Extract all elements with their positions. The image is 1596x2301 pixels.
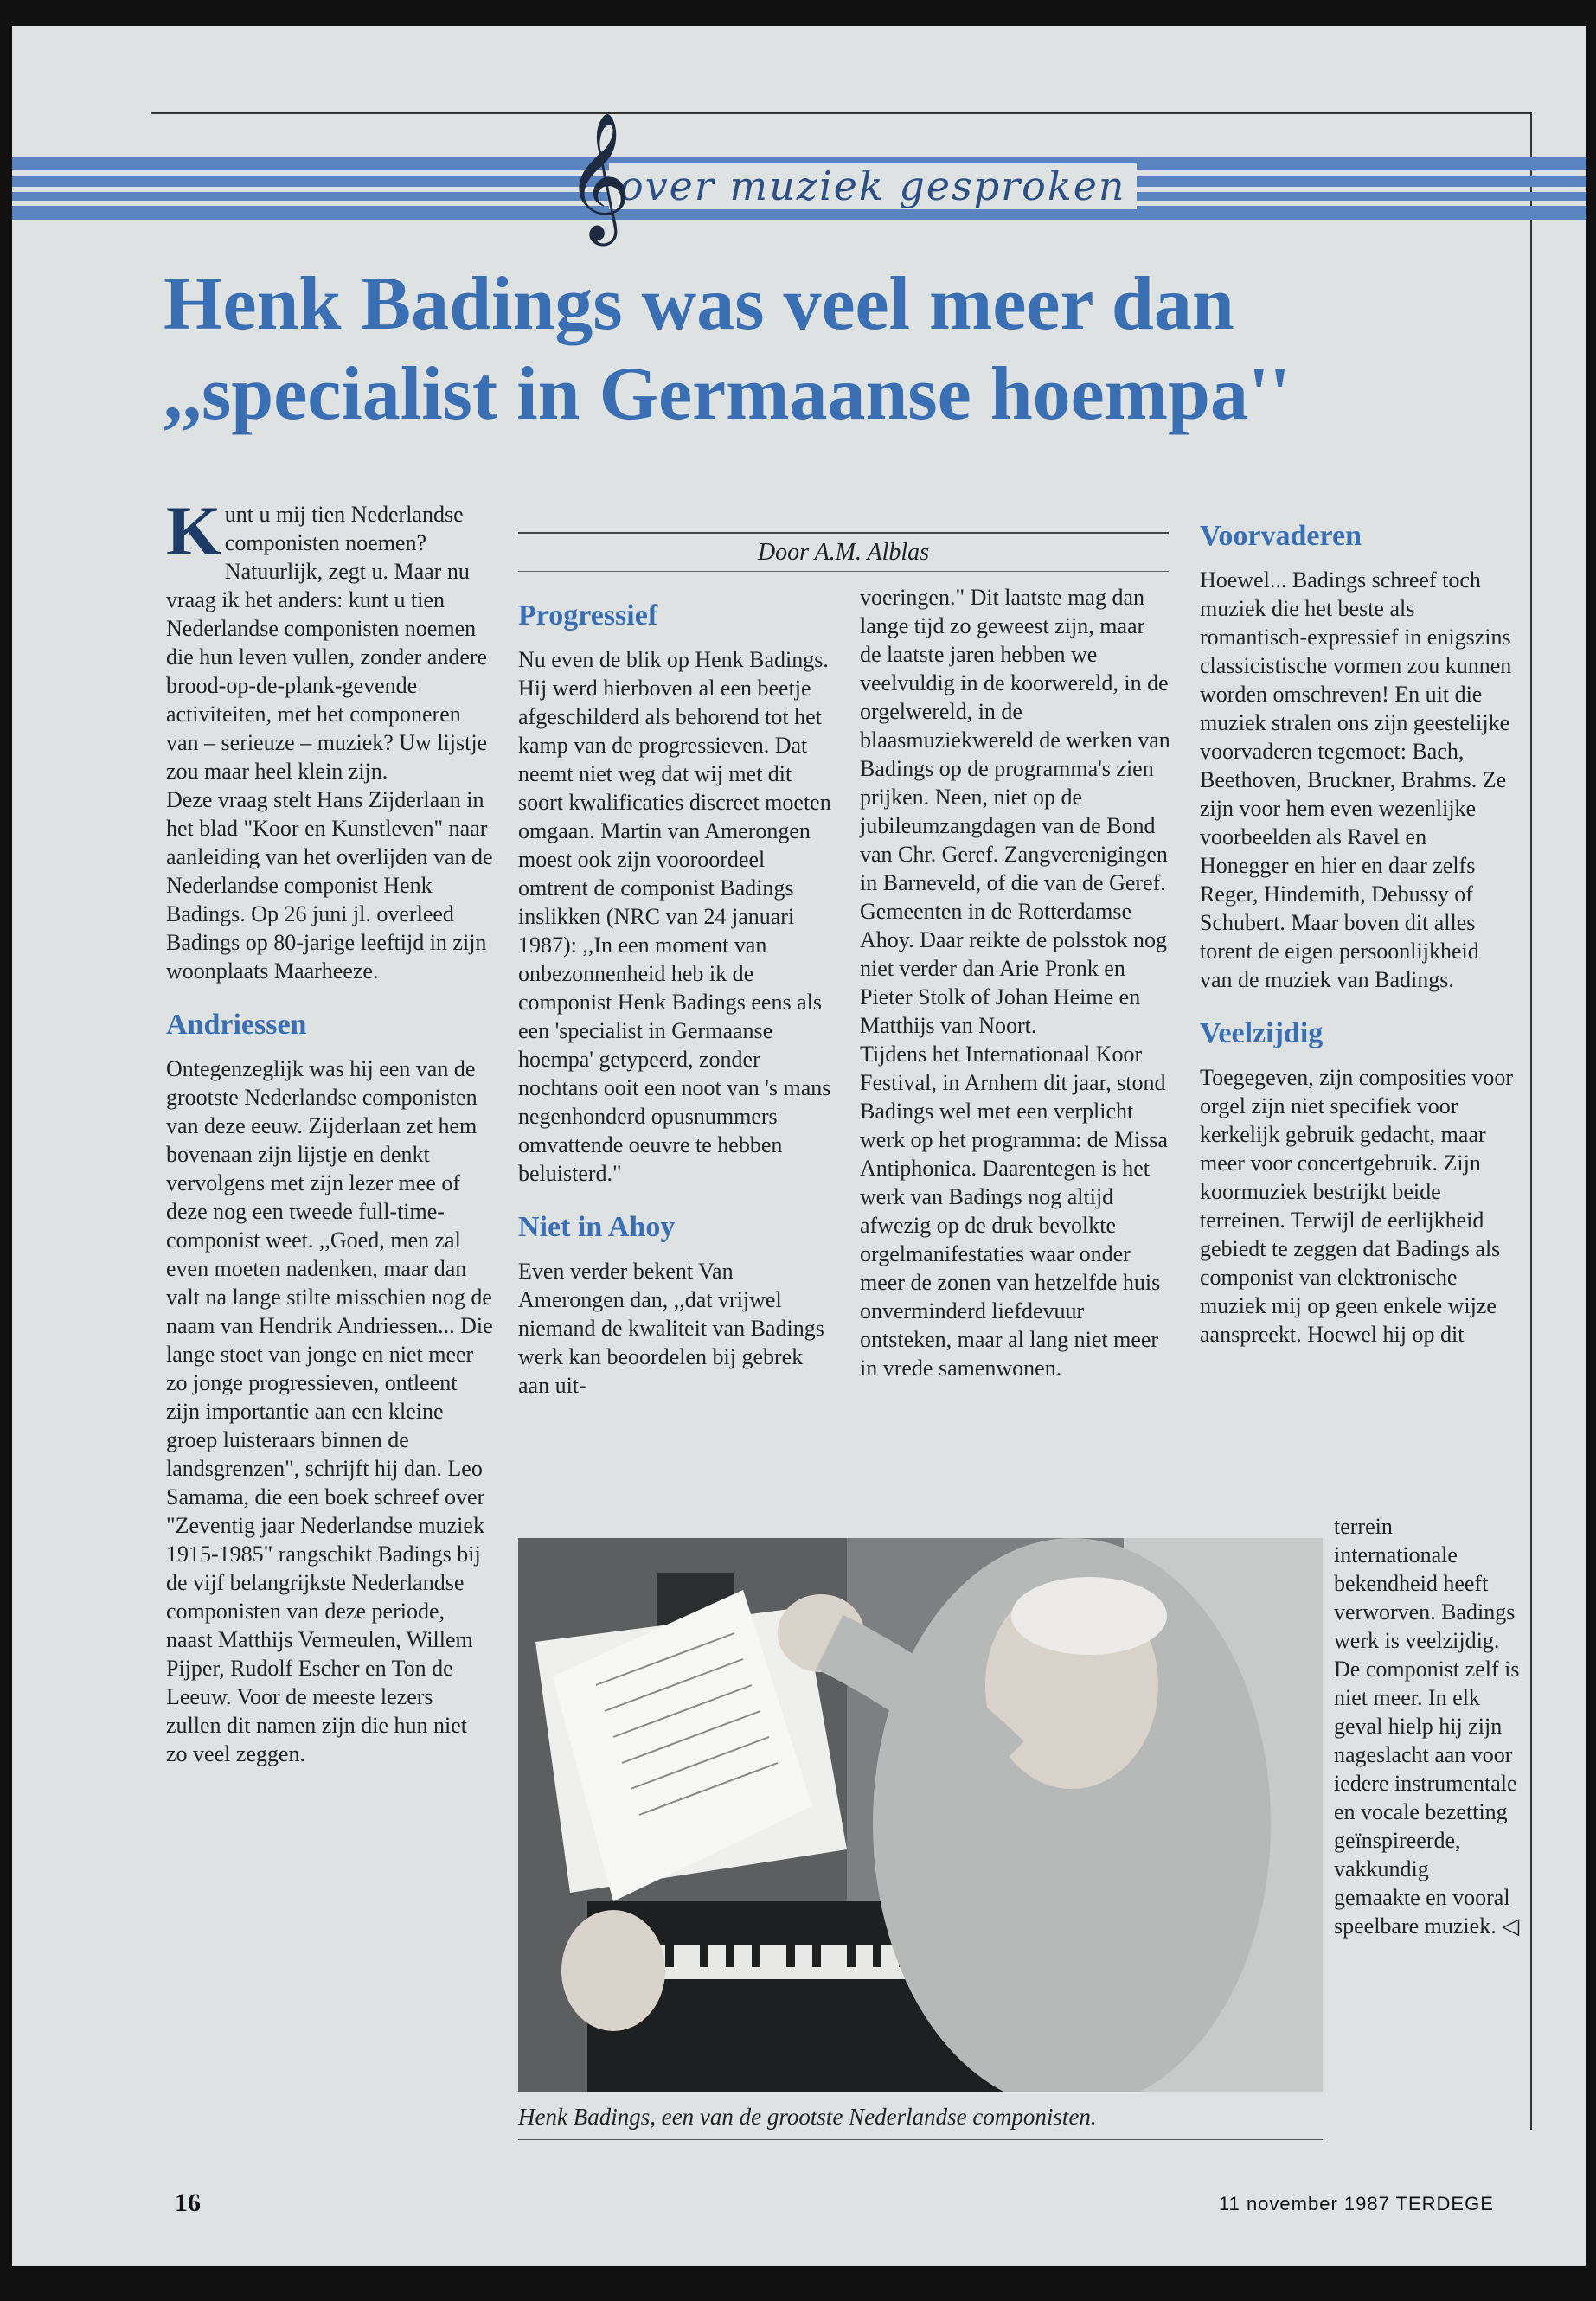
headline-line-1: Henk Badings was veel meer dan <box>163 262 1234 346</box>
byline-rule <box>518 571 1169 572</box>
issue-dateline: 11 november 1987 TERDEGE <box>1219 2193 1494 2214</box>
column-3 <box>860 583 1171 1382</box>
photo-caption: Henk Badings, een van de grootste Nederlandse componisten. <box>518 2104 1323 2140</box>
intro-text-1: unt u mij tien Nederlandse componisten noemen? Natuurlijk, zegt u. Maar nu vraag ik het anders: kunt u tien Nederlandse componisten noemen die hun leven vullen, zonder andere brood-op-de-plank-gevende activiteiten, met het componeren van – serieuze – muziek? Uw lijstje zou maar heel klein zijn. <box>166 502 488 784</box>
intro-text-2: Deze vraag stelt Hans Zijderlaan in het blad "Koor en Kunstleven" naar aanleiding van het overlijden van de Nederlandse componist Henk Badings. Op 26 juni jl. overleed Badings op 80-jarige leeftijd in zijn woonplaats Maarheeze. <box>166 787 493 984</box>
progressief-text: Nu even de blik op Henk Badings. Hij werd hierboven al een beetje afgeschilderd als behorend tot het kamp van de progressieven. Dat neemt niet weg dat wij met dit soort kwalificaties discreet moeten omgaan. Martin van Amerongen moest ook zijn vooroordeel omtrent de componist Badings inslikken (NRC van 24 januari 1987): ,,In een moment van onbezonnenheid heb ik de componist Henk Badings eens als een 'specialist in Germaanse hoempa' getypeerd, zonder nochtans ooit een noot van 's mans negenhonderd opusnummers omvattende oeuvre te hebben beluisterd." <box>518 647 831 1186</box>
treble-clef-icon: 𝄞 <box>566 112 631 240</box>
section-banner <box>12 112 1586 240</box>
col3-text-1: voeringen." Dit laatste mag dan lange tijd zo geweest zijn, maar de laatste jaren hebben we veelvuldig in de koorwereld, in de orgelwereld, in de blaasmuziekwereld de werken van Badings op de programma's zien prijken. Neen, niet op de jubileumzangdagen van de Bond van Chr. Geref. Zangverenigingen in Barneveld, of die van de Geref. Gemeenten in de Rotterdamse Ahoy. Daar reikte de polsstok nog niet verder dan Arie Pronk en Pieter Stolk of Johan Heime en Matthijs van Noort. <box>860 585 1170 1038</box>
section-kicker: over muziek gesproken <box>609 163 1137 209</box>
magazine-page <box>12 26 1586 2266</box>
col3-text-2: Tijdens het Internationaal Koor Festival, in Arnhem dit jaar, stond Badings wel met een verplicht werk op het programma: de Missa Antiphonica. Daarentegen is het werk van Badings nog altijd afwezig op de druk bevolkte orgelmanifestaties waar onder meer de zonen van hetzelfde huis onverminderd liefdevuur ontsteken, maar al lang niet meer in vrede samenwonen. <box>860 1042 1168 1381</box>
portrait-photo <box>518 1538 1323 2092</box>
andriessen-text: Ontegenzeglijk was hij een van de grootste Nederlandse componisten van deze eeuw. Zijderlaan zet hem bovenaan zijn lijstje en denkt vervolgens met zijn lezer mee of deze nog een tweede full-time-componist weet. ,,Goed, men zal even moeten nadenken, maar dan valt na lange stilte misschien nog de naam van Hendrik Andriessen... Die lange stoet van jonge en niet meer zo jonge progressieven, ontleent zijn importantie aan een kleine groep luisteraars binnen de landsgrenzen", schrijft hij dan. Leo Samama, die een boek schreef over "Zeventig jaar Nederlandse muziek 1915-1985" rangschikt Badings bij de vijf belangrijkste Nederlandse componisten van deze periode, naast Matthijs Vermeulen, Willem Pijper, Rudolf Escher en Ton de Leeuw. Voor de meeste lezers zullen dit namen zijn die hun niet zo veel zeggen. <box>166 1056 493 1766</box>
drop-cap: K <box>166 491 221 570</box>
subheading-progressief: Progressief <box>518 599 658 631</box>
headline-line-2: ,,specialist in Germaanse hoempa'' <box>163 352 1291 436</box>
subheading-andriessen: Andriessen <box>166 1009 307 1041</box>
subheading-veelzijdig: Veelzijdig <box>1200 1017 1324 1049</box>
page-number: 16 <box>175 2189 201 2217</box>
veelzijdig-text-1: Toegegeven, zijn composities voor orgel zijn niet specifiek voor kerkelijk gebruik gedacht, maar meer voor concertgebruik. Zijn koormuziek bestrijkt beide terreinen. Terwijl de eerlijkheid gebiedt te zeggen dat Badings als componist van elektronische muziek mij op geen enkele wijze aanspreekt. Hoewel hij op dit <box>1200 1065 1514 1347</box>
subheading-niet-in-ahoy: Niet in Ahoy <box>518 1211 676 1243</box>
voorvaderen-text: Hoewel... Badings schreef toch muziek die het beste als romantisch-expressief in enigszins classicistische vormen zou kunnen worden omschreven! En uit die muziek stralen ons zijn geestelijke voorvaderen tegemoet: Bach, Beethoven, Bruckner, Brahms. Ze zijn voor hem even wezenlijke voorbeelden als Ravel en Honegger en hier en daar zelfs Reger, Hindemith, Debussy of Schubert. Maar boven dit alles torent de eigen persoonlijkheid van de muziek van Badings. <box>1200 567 1512 992</box>
veelzijdig-text-2: terrein internationale bekendheid heeft verworven. Badings werk is veelzijdig. De componist zelf is niet meer. In elk geval hielp hij zijn nageslacht aan voor iedere instrumentale en vocale bezetting geïnspireerde, vakkundig gemaakte en vooral speelbare muziek. ◁ <box>1334 1514 1520 1939</box>
niet-in-ahoy-text: Even verder bekent Van Amerongen dan, ,,dat vrijwel niemand de kwaliteit van Badings werk kan beoordelen bij gebrek aan uit- <box>518 1259 824 1398</box>
column-4 <box>1200 519 1516 1349</box>
headline <box>163 260 1513 439</box>
column-1 <box>166 491 493 1768</box>
intro-paragraph <box>166 491 493 785</box>
column-4-wrap <box>1334 1512 1520 1940</box>
column-2 <box>518 576 834 1400</box>
photo-illustration <box>518 1538 1323 2092</box>
byline: Door A.M. Alblas <box>518 532 1169 567</box>
subheading-voorvaderen: Voorvaderen <box>1200 520 1362 552</box>
